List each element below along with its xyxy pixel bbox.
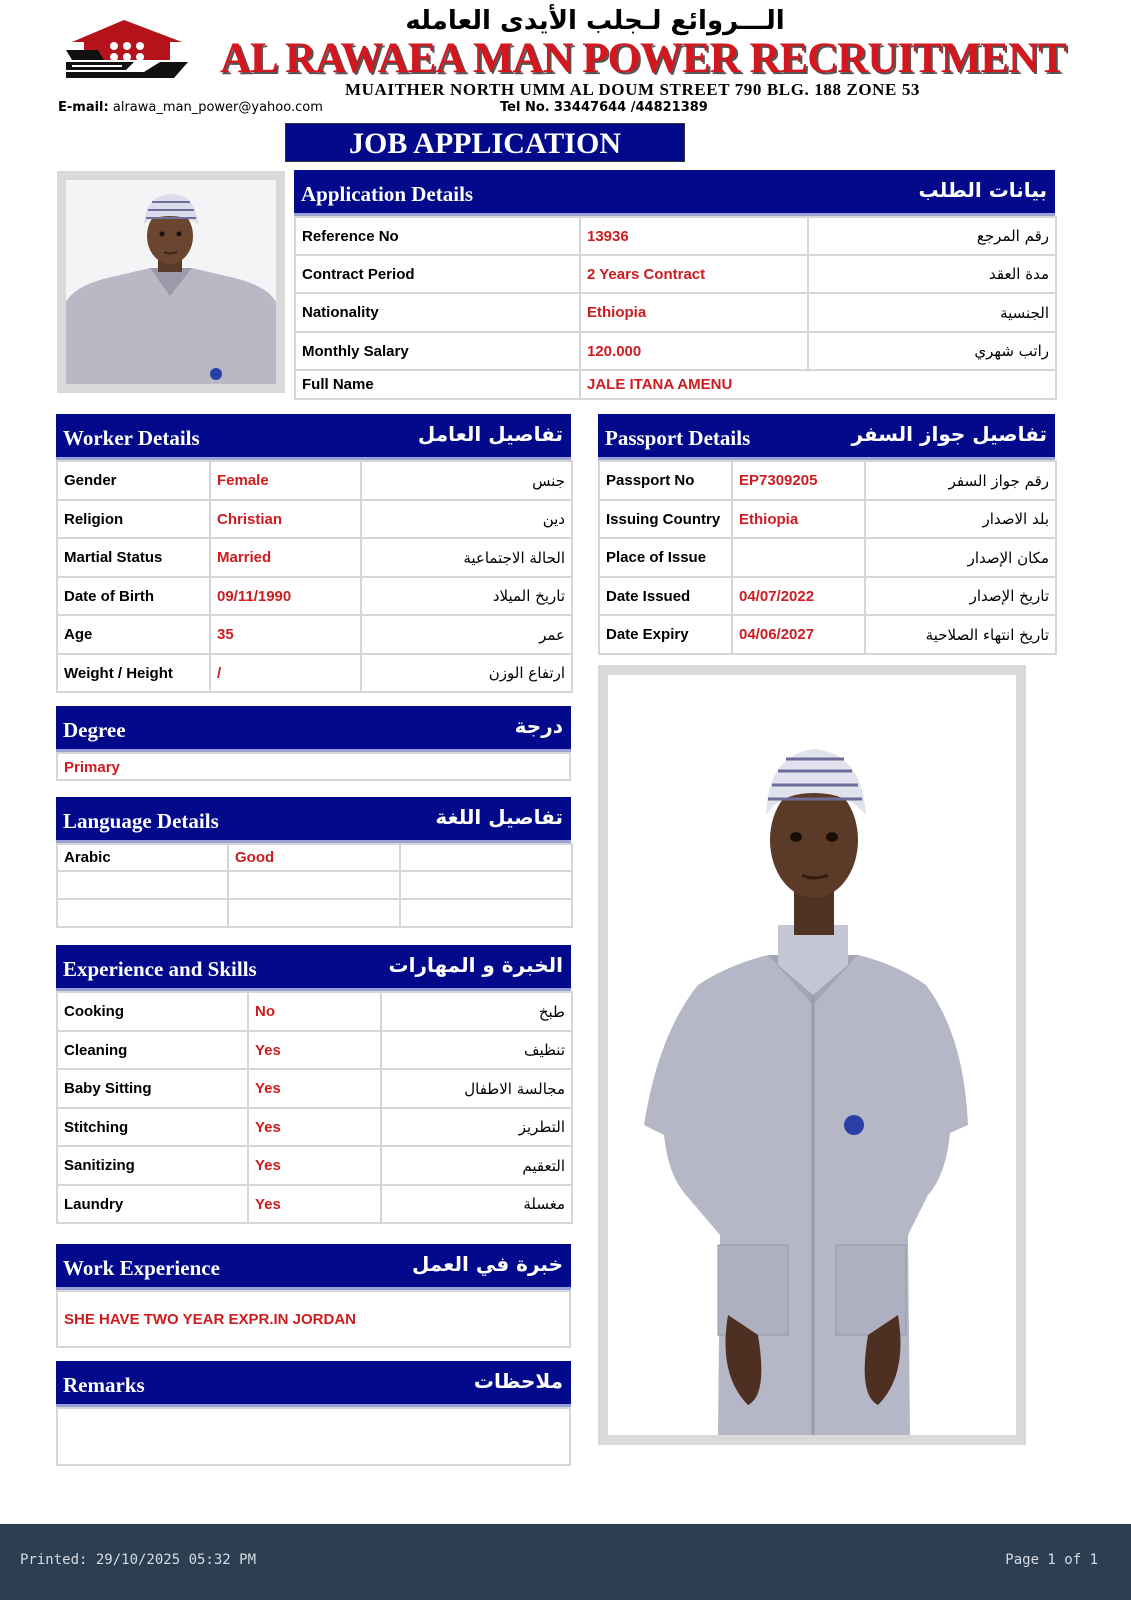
worker-details-header xyxy=(56,414,571,460)
laundry-label: Laundry xyxy=(57,1185,248,1223)
issuing-country-label: Issuing Country xyxy=(599,500,732,538)
language-name xyxy=(57,899,228,927)
remarks-title: Remarks xyxy=(63,1373,145,1397)
tel-label: Tel No. xyxy=(500,100,550,115)
degree-header xyxy=(56,706,571,752)
page-indicator: Page 1 of 1 xyxy=(1005,1552,1098,1568)
stitching-label-ar: التطريز xyxy=(381,1108,572,1146)
language-name xyxy=(57,871,228,899)
religion-value: Christian xyxy=(210,500,361,538)
baby-sitting-label-ar: مجالسة الاطفال xyxy=(381,1069,572,1108)
table-row xyxy=(599,500,1056,538)
company-name: AL RAWAEA MAN POWER RECRUITMENT xyxy=(220,35,1066,82)
full-photo-frame xyxy=(598,665,1026,1445)
remarks-header xyxy=(56,1361,571,1407)
gender-label-ar: جنس xyxy=(361,461,572,500)
passport-no-value: EP7309205 xyxy=(732,461,865,500)
worker-details-title-ar: تفاصيل العامل xyxy=(417,422,563,446)
date-of-birth-label: Date of Birth xyxy=(57,577,210,615)
baby-sitting-label: Baby Sitting xyxy=(57,1069,248,1108)
skills-table xyxy=(56,991,573,1224)
table-row xyxy=(57,871,572,899)
nationality-value: Ethiopia xyxy=(580,293,808,332)
table-row xyxy=(599,538,1056,577)
worker-details-title: Worker Details xyxy=(63,426,200,450)
table-row xyxy=(57,1146,572,1185)
skills-title: Experience and Skills xyxy=(63,957,257,981)
company-arabic-name: الـــروائع لـجلب الأيدى العامله xyxy=(405,6,785,36)
table-row xyxy=(57,1108,572,1146)
email-label: E-mail: xyxy=(58,100,109,115)
contract-period-label: Contract Period xyxy=(295,255,580,293)
cooking-label: Cooking xyxy=(57,992,248,1031)
table-row xyxy=(57,844,572,871)
language-details-table xyxy=(56,843,573,928)
language-level xyxy=(228,899,400,927)
print-footer xyxy=(0,1524,1131,1600)
worker-details-table xyxy=(56,460,573,693)
remarks-title-ar: ملاحظات xyxy=(473,1369,563,1393)
weight-height-label: Weight / Height xyxy=(57,654,210,692)
date-expiry-label: Date Expiry xyxy=(599,615,732,654)
laundry-label-ar: مغسلة xyxy=(381,1185,572,1223)
passport-no-label-ar: رقم جواز السفر xyxy=(865,461,1056,500)
table-row xyxy=(57,500,572,538)
date-of-birth-value: 09/11/1990 xyxy=(210,577,361,615)
age-label-ar: عمر xyxy=(361,615,572,654)
degree-box xyxy=(56,752,571,781)
reference-no-label: Reference No xyxy=(295,217,580,255)
religion-label: Religion xyxy=(57,500,210,538)
company-address: MUAITHER NORTH UMM AL DOUM STREET 790 BLG. 188 ZONE 53 xyxy=(344,80,921,99)
monthly-salary-label-ar: راتب شهري xyxy=(808,332,1056,370)
table-row xyxy=(295,370,1056,399)
table-row xyxy=(57,1031,572,1069)
table-row xyxy=(295,255,1056,293)
sanitizing-value: Yes xyxy=(248,1146,381,1185)
place-of-issue-label-ar: مكان الإصدار xyxy=(865,538,1056,577)
age-value: 35 xyxy=(210,615,361,654)
skills-title-ar: الخبرة و المهارات xyxy=(388,953,563,977)
company-logo xyxy=(64,16,190,84)
language-extra xyxy=(400,899,572,927)
cleaning-value: Yes xyxy=(248,1031,381,1069)
application-details-title-ar: بيانات الطلب xyxy=(918,178,1047,202)
skills-header xyxy=(56,945,571,991)
stitching-label: Stitching xyxy=(57,1108,248,1146)
issuing-country-label-ar: بلد الاصدار xyxy=(865,500,1056,538)
reference-no-value: 13936 xyxy=(580,217,808,255)
table-row xyxy=(599,577,1056,615)
nationality-label: Nationality xyxy=(295,293,580,332)
email-value[interactable]: alrawa_man_power@yahoo.com xyxy=(112,100,323,115)
date-issued-label: Date Issued xyxy=(599,577,732,615)
table-row xyxy=(57,615,572,654)
table-row xyxy=(57,1069,572,1108)
marital-status-label: Martial Status xyxy=(57,538,210,577)
cooking-value: No xyxy=(248,992,381,1031)
table-row xyxy=(57,577,572,615)
table-row xyxy=(57,1185,572,1223)
application-details-title: Application Details xyxy=(301,182,474,206)
table-row xyxy=(599,615,1056,654)
date-issued-value: 04/07/2022 xyxy=(732,577,865,615)
date-expiry-value: 04/06/2027 xyxy=(732,615,865,654)
contract-period-value: 2 Years Contract xyxy=(580,255,808,293)
passport-details-title-ar: تفاصيل جواز السفر xyxy=(851,422,1047,446)
profile-photo-frame xyxy=(57,171,285,393)
weight-height-label-ar: ارتفاع الوزن xyxy=(361,654,572,692)
passport-details-title: Passport Details xyxy=(605,426,751,450)
weight-height-value: / xyxy=(210,654,361,692)
cooking-label-ar: طبخ xyxy=(381,992,572,1031)
degree-title: Degree xyxy=(63,718,126,742)
date-of-birth-label-ar: تاريخ الميلاد xyxy=(361,577,572,615)
language-details-header xyxy=(56,797,571,843)
monthly-salary-value: 120.000 xyxy=(580,332,808,370)
contract-period-label-ar: مدة العقد xyxy=(808,255,1056,293)
printed-timestamp: Printed: 29/10/2025 05:32 PM xyxy=(20,1552,257,1568)
marital-status-value: Married xyxy=(210,538,361,577)
language-extra xyxy=(400,871,572,899)
table-row xyxy=(295,217,1056,255)
baby-sitting-value: Yes xyxy=(248,1069,381,1108)
passport-details-header xyxy=(598,414,1055,460)
full-body-photo xyxy=(608,675,1016,1435)
application-details-table xyxy=(294,216,1057,400)
reference-no-label-ar: رقم المرجع xyxy=(808,217,1056,255)
issuing-country-value: Ethiopia xyxy=(732,500,865,538)
gender-label: Gender xyxy=(57,461,210,500)
passport-no-label: Passport No xyxy=(599,461,732,500)
degree-title-ar: درجة xyxy=(514,714,563,738)
place-of-issue-value xyxy=(732,538,865,577)
stitching-value: Yes xyxy=(248,1108,381,1146)
full-name-label: Full Name xyxy=(295,370,580,399)
table-row xyxy=(295,293,1056,332)
cleaning-label: Cleaning xyxy=(57,1031,248,1069)
date-issued-label-ar: تاريخ الإصدار xyxy=(865,577,1056,615)
monthly-salary-label: Monthly Salary xyxy=(295,332,580,370)
religion-label-ar: دين xyxy=(361,500,572,538)
work-experience-title: Work Experience xyxy=(63,1256,220,1280)
profile-photo xyxy=(66,180,276,384)
table-row xyxy=(57,538,572,577)
language-level xyxy=(228,871,400,899)
table-row xyxy=(57,654,572,692)
passport-details-table xyxy=(598,460,1057,655)
nationality-label-ar: الجنسية xyxy=(808,293,1056,332)
work-experience-header xyxy=(56,1244,571,1290)
language-details-title: Language Details xyxy=(63,809,219,833)
work-experience-box xyxy=(56,1290,571,1348)
work-experience-value: SHE HAVE TWO YEAR EXPR.IN JORDAN xyxy=(64,1311,356,1328)
cleaning-label-ar: تنظيف xyxy=(381,1031,572,1069)
table-row xyxy=(57,461,572,500)
table-row xyxy=(57,899,572,927)
tel-line xyxy=(500,100,708,115)
degree-value: Primary xyxy=(64,759,120,776)
sanitizing-label-ar: التعقيم xyxy=(381,1146,572,1185)
table-row xyxy=(57,992,572,1031)
marital-status-label-ar: الحالة الاجتماعية xyxy=(361,538,572,577)
full-name-value: JALE ITANA AMENU xyxy=(580,370,1056,399)
laundry-value: Yes xyxy=(248,1185,381,1223)
language-extra xyxy=(400,844,572,871)
document-title: JOB APPLICATION xyxy=(285,123,685,162)
tel-value: 33447644 /44821389 xyxy=(553,100,708,115)
application-details-header xyxy=(294,170,1055,216)
language-name: Arabic xyxy=(57,844,228,871)
language-level: Good xyxy=(228,844,400,871)
gender-value: Female xyxy=(210,461,361,500)
date-expiry-label-ar: تاريخ انتهاء الصلاحية xyxy=(865,615,1056,654)
email-line xyxy=(58,100,323,115)
table-row xyxy=(599,461,1056,500)
sanitizing-label: Sanitizing xyxy=(57,1146,248,1185)
work-experience-title-ar: خبرة في العمل xyxy=(412,1252,563,1276)
age-label: Age xyxy=(57,615,210,654)
place-of-issue-label: Place of Issue xyxy=(599,538,732,577)
table-row xyxy=(295,332,1056,370)
language-details-title-ar: تفاصيل اللغة xyxy=(435,805,563,829)
remarks-box xyxy=(56,1407,571,1466)
